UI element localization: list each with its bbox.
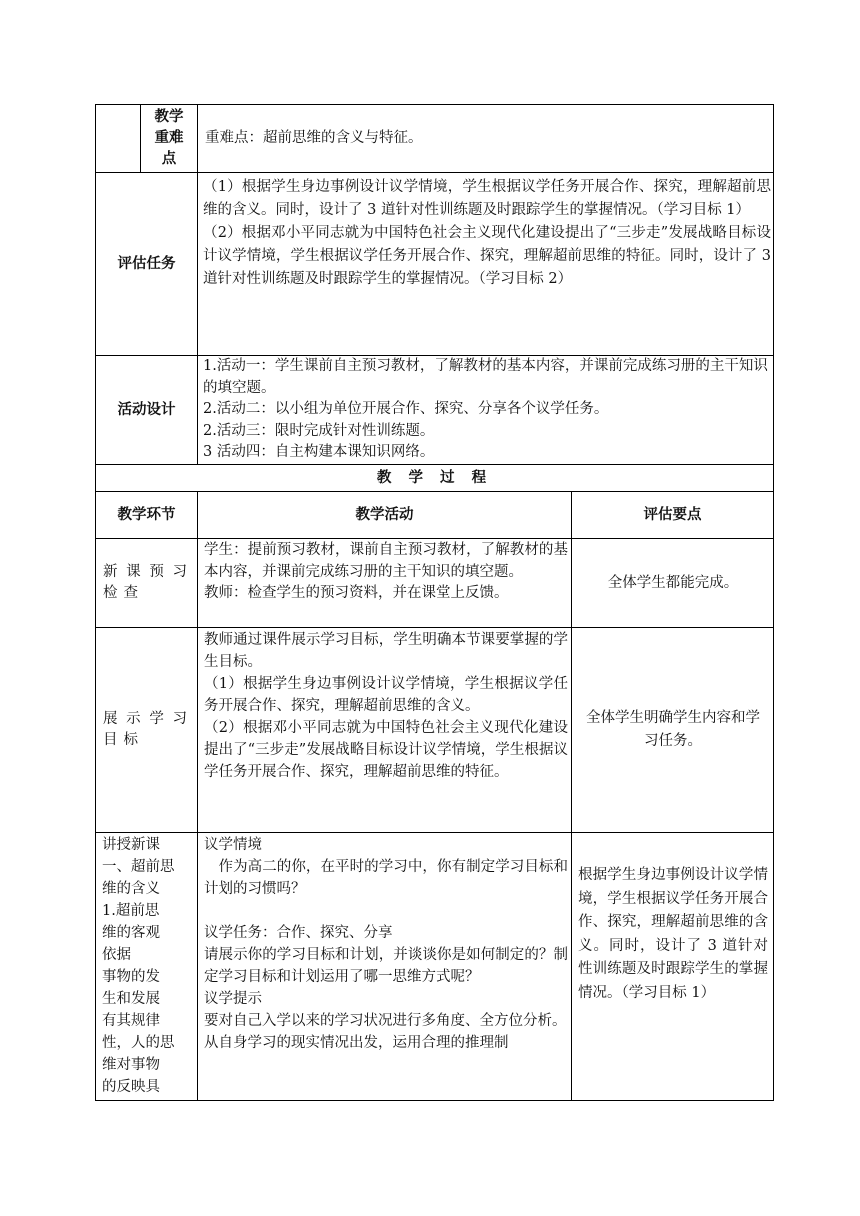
key-points-label-line-2: 重难	[154, 129, 184, 146]
row3-stage-line-6: 依据	[102, 947, 131, 963]
row3-activity-para-3	[204, 900, 568, 922]
key-points-content	[205, 104, 770, 172]
row3-stage-line-12: 的反映具	[102, 1079, 160, 1095]
row2-stage	[103, 627, 193, 832]
activities-content	[203, 356, 771, 464]
row3-activity-para-1: 议学情境	[204, 837, 262, 853]
process-title-text: 教 学 过 程	[376, 470, 493, 486]
row3-activity	[204, 834, 568, 1099]
row3-activity-para-7: 要对自己入学以来的学习状况进行多角度、全方位分析。	[204, 1013, 567, 1029]
row1-activity-para-1: 学生：提前预习教材，课前自主预习教材，了解教材的基本内容，并课前完成练习册的主干知识的填空题。	[204, 542, 568, 580]
row3-stage-line-4: 1.超前思	[102, 903, 160, 919]
activities-label	[96, 355, 197, 464]
row2-assessment	[580, 627, 766, 832]
row1-stage	[103, 538, 193, 627]
row3-activity-para-6: 议学提示	[204, 991, 262, 1007]
row3-stage-line-7: 事物的发	[102, 969, 160, 985]
header-activity	[198, 492, 571, 538]
row3-stage-line-1: 讲授新课	[102, 837, 160, 853]
key-points-label	[141, 104, 197, 172]
row3-stage-line-3: 维的含义	[102, 881, 160, 897]
header-activity-text: 教学活动	[355, 507, 414, 523]
activity-item-2: 2.活动二：以小组为单位开展合作、探究、分享各个议学任务。	[203, 401, 609, 417]
header-stage-text: 教学环节	[117, 507, 176, 523]
row3-stage-line-8: 生和发展	[102, 991, 160, 1007]
activity-item-1: 1.活动一：学生课前自主预习教材，了解教材的基本内容，并课前完成练习册的主干知识的填空题。	[203, 358, 768, 396]
row2-activity-para-2: （1）根据学生身边事例设计议学情境，学生根据议学任务开展合作、探究，理解超前思维的含义。	[204, 676, 568, 714]
row2-activity-para-1: 教师通过课件展示学习目标，学生明确本节课要掌握的学生目标。	[204, 632, 568, 670]
row2-activity	[204, 629, 568, 783]
row3-activity-para-5: 请展示你的学习目标和计划，并谈谈你是如何制定的？制定学习目标和计划运用了哪一思维方式呢？	[204, 947, 568, 985]
header-stage	[96, 492, 197, 538]
row2-assessment-text: 全体学生明确学生内容和学习任务。	[586, 709, 760, 749]
row3-assessment-text: 根据学生身边事例设计议学情境，学生根据议学任务开展合作、探究，理解超前思维的含义。同时，设计了 3 道针对性训练题及时跟踪学生的掌握情况。（学习目标 1）	[578, 867, 768, 1001]
assessment-label-text: 评估任务	[117, 255, 176, 272]
key-points-label-line-3: 点	[161, 150, 177, 167]
row3-stage-line-2: 一、超前思	[102, 859, 175, 875]
key-points-text: 重难点：超前思维的含义与特征。	[205, 130, 423, 146]
row3-activity-para-2: 作为高二的你，在平时的学习中，你有制定学习目标和计划的习惯吗？	[204, 859, 568, 897]
activity-item-3: 2.活动三：限时完成针对性训练题。	[203, 422, 435, 439]
row3-stage-line-11: 维对事物	[102, 1057, 160, 1073]
row3-stage-line-10: 性，人的思	[102, 1035, 175, 1051]
activity-item-4: 3 活动四：自主构建本课知识网络。	[203, 444, 435, 460]
row3-stage-line-5: 维的客观	[102, 925, 160, 941]
header-assessment-text: 评估要点	[643, 507, 702, 523]
activities-label-text: 活动设计	[117, 401, 176, 418]
row1-assessment-text: 全体学生都能完成。	[607, 574, 739, 591]
row3-activity-para-4: 议学任务：合作、探究、分享	[204, 925, 393, 941]
row3-stage-line-9: 有其规律	[102, 1013, 160, 1029]
row1-assessment	[578, 538, 768, 627]
row3-stage	[102, 834, 196, 1098]
assessment-label	[96, 172, 197, 355]
row3-assessment	[578, 864, 768, 1005]
row2-stage-text: 展示学习目标	[103, 710, 193, 748]
assessment-paragraph-2: （2）根据邓小平同志就为中国特色社会主义现代化建设提出了“三步走”发展战略目标设计议学情境，学生根据议学任务开展合作、探究，理解超前思维的特征。同时，设计了 3 道针对性训练题及时跟踪学生的掌握情况。（学习目标 2）	[203, 225, 771, 287]
process-title	[96, 465, 773, 491]
row2-activity-para-3: （2）根据邓小平同志就为中国特色社会主义现代化建设提出了“三步走”发展战略目标设计议学情境，学生根据议学任务开展合作、探究，理解超前思维的特征。	[204, 720, 568, 780]
row1-activity	[204, 540, 568, 605]
assessment-paragraph-1: （1）根据学生身边事例设计议学情境，学生根据议学任务开展合作、探究，理解超前思维的含义。同时，设计了 3 道针对性训练题及时跟踪学生的掌握情况。（学习目标 1）	[203, 179, 771, 218]
row1-stage-text: 新课预习检查	[103, 563, 193, 601]
key-points-label-line-1: 教学	[154, 108, 184, 125]
assessment-content	[203, 176, 771, 291]
header-assessment	[572, 492, 773, 538]
row1-activity-para-2: 教师：检查学生的预习资料，并在课堂上反馈。	[204, 585, 509, 601]
row3-activity-para-8: 从自身学习的现实情况出发，运用合理的推理制	[204, 1035, 509, 1051]
